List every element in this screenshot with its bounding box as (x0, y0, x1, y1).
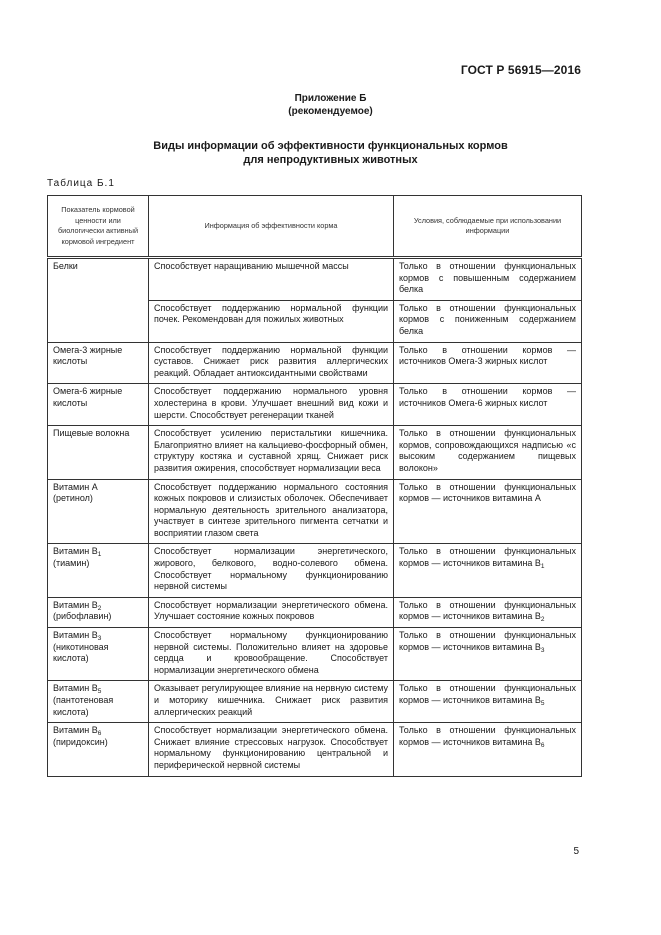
conditions-subscript: 6 (540, 741, 545, 749)
indicator-alt-name: (пиридоксин) (53, 736, 108, 747)
indicator-cell (48, 628, 149, 681)
page-number: 5 (573, 846, 579, 857)
section-title-line1: Виды информации об эффективности функциональных кормов (153, 140, 508, 152)
table-row (48, 342, 582, 384)
indicator-name: Омега-6 жирные кислоты (53, 386, 123, 408)
indicator-cell (48, 544, 149, 597)
conditions-text: Только в отношении функциональных кормов с пониженным содержанием белка (399, 302, 576, 336)
conditions-cell (394, 426, 582, 479)
information-cell: Способствует нормализации энергетического, жирового, белкового, водно-солевого обмена. Способствует нормальному функционированию нервной системы (149, 544, 394, 597)
conditions-text: Только в отношении функциональных кормов — источников витамина В (399, 683, 576, 705)
information-cell: Способствует нормализации энергетического обмена. Снижает влияние стрессовых нагрузок. Способствует нормальному функционированию центральной и периферической нервной системы (149, 723, 394, 776)
appendix-status: (рекомендуемое) (288, 106, 373, 117)
conditions-cell (394, 479, 582, 544)
table-row (48, 723, 582, 776)
table-row (48, 597, 582, 627)
indicator-name: Омега-3 жирные кислоты (53, 344, 123, 367)
indicator-cell (48, 597, 149, 627)
conditions-subscript: 3 (540, 646, 545, 654)
section-title (0, 139, 661, 167)
indicator-name: Витамин В (53, 725, 98, 736)
table-caption: Таблица Б.1 (47, 178, 115, 189)
section-title-line2: для непродуктивных животных (243, 154, 418, 166)
indicator-cell (48, 479, 149, 544)
conditions-subscript: 2 (540, 616, 545, 624)
indicator-name: Витамин А (53, 481, 98, 492)
information-cell: Способствует нормализации энергетического обмена. Улучшает состояние кожных покровов (149, 597, 394, 627)
column-header-information: Информация об эффективности корма (149, 196, 394, 258)
conditions-cell (394, 300, 582, 342)
conditions-cell (394, 258, 582, 301)
indicator-name: Витамин В (53, 630, 98, 641)
information-cell: Способствует усилению перистальтики кишечника. Благоприятно влияет на кальциево-фосфорный обмен, структуру костяка и суставной хрящ. Снижает риск развития ожирения, способствует нормализации веса (149, 426, 394, 479)
conditions-cell (394, 544, 582, 597)
information-cell: Способствует поддержанию нормального уровня холестерина в крови. Улучшает внешний вид кожи и шерсти. Способствует регенерации тканей (149, 384, 394, 426)
table-row (48, 258, 582, 301)
table-row (48, 628, 582, 681)
conditions-text: Только в отношении функциональных кормов, сопровождающихся надписью «с высоким содержанием пищевых волокон» (399, 428, 576, 473)
conditions-text: Только в отношении функциональных кормов — источников витамина В (399, 599, 576, 622)
table-row (48, 426, 582, 479)
conditions-text: Только в отношении функциональных кормов — источников витамина В (399, 546, 576, 569)
conditions-text: Только в отношении кормов — источников Омега-3 жирных кислот (399, 344, 576, 367)
information-cell: Способствует нормальному функционированию нервной системы. Положительно влияет на здоровье сердца и кровообращение. Способствует нормализации энергетического обмена (149, 628, 394, 681)
information-cell: Способствует поддержанию нормального состояния кожных покровов и слизистых оболочек. Обеспечивает нормальную деятельность зрительного анализатора, участвует в синтезе зрительного пигмента сетчатки и восприятии глазом света (149, 479, 394, 544)
table-row (48, 384, 582, 426)
column-header-conditions: Условия, соблюдаемые при использовании информации (394, 196, 582, 258)
conditions-subscript: 1 (540, 563, 545, 571)
conditions-text: Только в отношении функциональных кормов — источников витамина А (399, 481, 576, 504)
conditions-cell (394, 723, 582, 776)
information-cell: Способствует поддержанию нормальной функции суставов. Снижает риск развития аллергических реакций. Обладает антиоксидантными свойствами (149, 342, 394, 384)
information-cell: Способствует наращиванию мышечной массы (149, 258, 394, 301)
indicator-cell (48, 342, 149, 384)
conditions-text: Только в отношении функциональных кормов — источников витамина В (399, 725, 576, 747)
indicator-subscript: 6 (97, 730, 102, 738)
document-id: ГОСТ Р 56915—2016 (460, 63, 581, 77)
indicator-alt-name: (пантотеновая кислота) (53, 695, 114, 717)
indicator-cell (48, 384, 149, 426)
indicator-subscript: 3 (97, 635, 102, 643)
table-row (48, 681, 582, 723)
table-row (48, 479, 582, 544)
effectiveness-table (47, 195, 582, 777)
indicator-alt-name: (рибофлавин) (53, 611, 112, 622)
conditions-text: Только в отношении кормов — источников Омега-6 жирных кислот (399, 386, 576, 408)
indicator-subscript: 2 (97, 604, 102, 612)
indicator-name: Витамин В (53, 683, 98, 694)
indicator-subscript: 1 (97, 551, 102, 559)
conditions-cell (394, 628, 582, 681)
indicator-subscript: 5 (97, 688, 102, 696)
appendix-heading (0, 92, 661, 118)
conditions-subscript: 5 (540, 700, 545, 707)
table-header-row (48, 196, 582, 258)
indicator-cell (48, 426, 149, 479)
indicator-alt-name: (ретинол) (53, 493, 93, 504)
column-header-indicator: Показатель кормовой ценности или биологически активный кормовой ингредиент (48, 196, 149, 258)
table-row (48, 544, 582, 597)
indicator-name: Витамин В (53, 546, 98, 557)
indicator-cell (48, 723, 149, 776)
conditions-text: Только в отношении функциональных кормов с повышенным содержанием белка (399, 261, 576, 295)
conditions-cell (394, 681, 582, 723)
indicator-alt-name: (никотиновая кислота) (53, 641, 109, 664)
indicator-cell (48, 258, 149, 343)
conditions-text: Только в отношении функциональных кормов — источников витамина В (399, 630, 576, 652)
conditions-cell (394, 597, 582, 627)
indicator-alt-name: (тиамин) (53, 558, 90, 569)
information-cell: Способствует поддержанию нормальной функции почек. Рекомендован для пожилых животных (149, 300, 394, 342)
indicator-name: Белки (53, 261, 78, 271)
indicator-name: Витамин В (53, 599, 98, 610)
indicator-cell (48, 681, 149, 723)
conditions-cell (394, 384, 582, 426)
information-cell: Оказывает регулирующее влияние на нервную систему и моторику кишечника. Снижает риск развития аллергических реакций (149, 681, 394, 723)
conditions-cell (394, 342, 582, 384)
indicator-name: Пищевые волокна (53, 428, 130, 439)
appendix-title: Приложение Б (294, 93, 367, 104)
